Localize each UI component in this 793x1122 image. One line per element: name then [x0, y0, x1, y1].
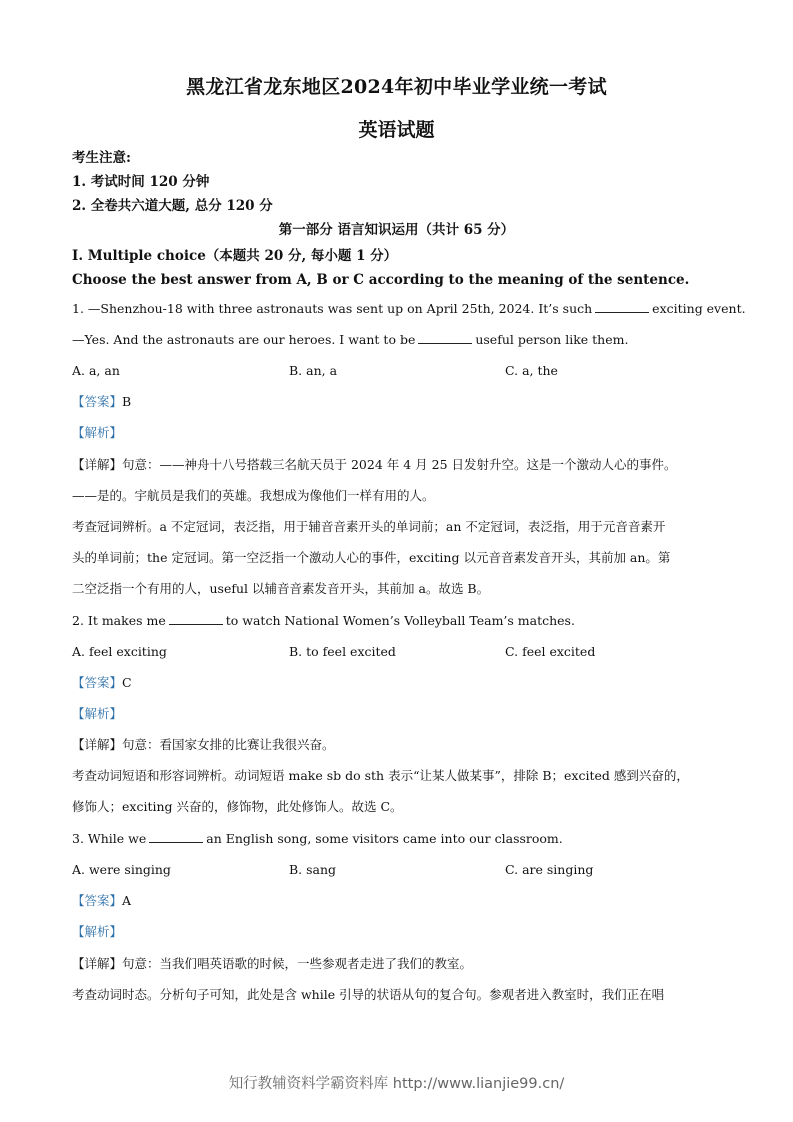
stem-text: —Yes. And the astronauts are our heroes. I want to be [72, 332, 416, 347]
exam-subtitle: 英语试题 [358, 119, 435, 141]
question-1-stem-line-1 [72, 301, 746, 317]
question-1-detail-5: 二空泛指一个有用的人，useful 以辅音音素发音开头，其前加 a。故选 B。 [72, 581, 490, 596]
question-1-detail-4: 头的单词前；the 定冠词。第一空泛指一个激动人心的事件，exciting 以元音音素发音开头，其前加 an。第 [72, 550, 671, 565]
question-1-detail-3: 考查冠词辨析。a 不定冠词，表泛指，用于辅音音素开头的单词前；an 不定冠词，表泛指，用于元音音素开 [72, 519, 666, 534]
answer-value: A [122, 893, 132, 908]
answer-blank [595, 302, 649, 313]
answer-label: 【答案】 [72, 394, 123, 409]
stem-text: exciting event. [652, 301, 746, 316]
question-3-option-a: A. were singing [72, 862, 171, 877]
question-3-option-b: B. sang [289, 862, 337, 877]
question-1-answer [72, 394, 732, 410]
stem-text: an English song, some visitors came into our classroom. [206, 831, 563, 846]
stem-text: useful person like them. [475, 332, 629, 347]
footer-watermark: 知行教辅资料学霸资料库 http://www.lianjie99.cn/ [228, 1076, 565, 1092]
answer-blank [149, 832, 203, 843]
question-1-option-b: B. an, a [289, 363, 338, 378]
section-title: I. Multiple choice（本题共 20 分, 每小题 1 分） [72, 248, 398, 264]
question-3-answer [72, 893, 732, 909]
stem-text: 2. It makes me [72, 613, 166, 628]
notice-heading: 考生注意: [72, 150, 131, 166]
answer-blank [418, 333, 472, 344]
question-2-option-a: A. feel exciting [72, 644, 167, 659]
notice-item-1: 1. 考试时间 120 分钟 [72, 174, 210, 190]
question-2-option-c: C. feel excited [505, 644, 596, 659]
question-1-option-a: A. a, an [72, 363, 120, 378]
question-3-detail-1: 【详解】句意：当我们唱英语歌的时候，一些参观者走进了我们的教室。 [72, 956, 473, 971]
question-1-detail-1: 【详解】句意：——神舟十八号搭载三名航天员于 2024 年 4 月 25 日发射升空。这是一个激动人心的事件。 [72, 457, 677, 472]
part-title: 第一部分 语言知识运用（共计 65 分） [278, 222, 515, 238]
question-2-detail-3: 修饰人；exciting 兴奋的，修饰物，此处修饰人。故选 C。 [72, 799, 403, 814]
question-2-option-b: B. to feel excited [289, 644, 396, 659]
section-instruction: Choose the best answer from A, B or C according to the meaning of the sentence. [72, 272, 690, 288]
question-2-stem [72, 613, 732, 629]
answer-value: C [122, 675, 132, 690]
question-2-detail-1: 【详解】句意：看国家女排的比赛让我很兴奋。 [72, 737, 335, 752]
answer-value: B [122, 394, 132, 409]
question-2-detail-2: 考查动词短语和形容词辨析。动词短语 make sb do sth 表示“让某人做某事”，排除 B；excited 感到兴奋的， [72, 768, 689, 783]
stem-text: 1. —Shenzhou-18 with three astronauts was sent up on April 25th, 2024. It’s such [72, 301, 593, 316]
notice-item-2: 2. 全卷共六道大题, 总分 120 分 [72, 198, 273, 214]
stem-text: 3. While we [72, 831, 147, 846]
answer-label: 【答案】 [72, 675, 123, 690]
question-2-analysis-label: 【解析】 [72, 706, 123, 721]
question-1-analysis-label: 【解析】 [72, 425, 123, 440]
question-1-option-c: C. a, the [505, 363, 558, 378]
question-1-detail-2: ——是的。宇航员是我们的英雄。我想成为像他们一样有用的人。 [72, 488, 435, 503]
question-3-detail-2: 考查动词时态。分析句子可知，此处是含 while 引导的状语从句的复合句。参观者进入教室时，我们正在唱 [72, 987, 665, 1002]
question-2-answer [72, 675, 732, 691]
question-3-option-c: C. are singing [505, 862, 594, 877]
question-3-analysis-label: 【解析】 [72, 924, 123, 939]
stem-text: to watch National Women’s Volleyball Team’s matches. [225, 613, 575, 628]
answer-blank [169, 614, 223, 625]
question-3-stem [72, 831, 732, 847]
question-1-stem-line-2 [72, 332, 732, 348]
exam-title: 黑龙江省龙东地区2024年初中毕业学业统一考试 [186, 76, 607, 98]
answer-label: 【答案】 [72, 893, 123, 908]
